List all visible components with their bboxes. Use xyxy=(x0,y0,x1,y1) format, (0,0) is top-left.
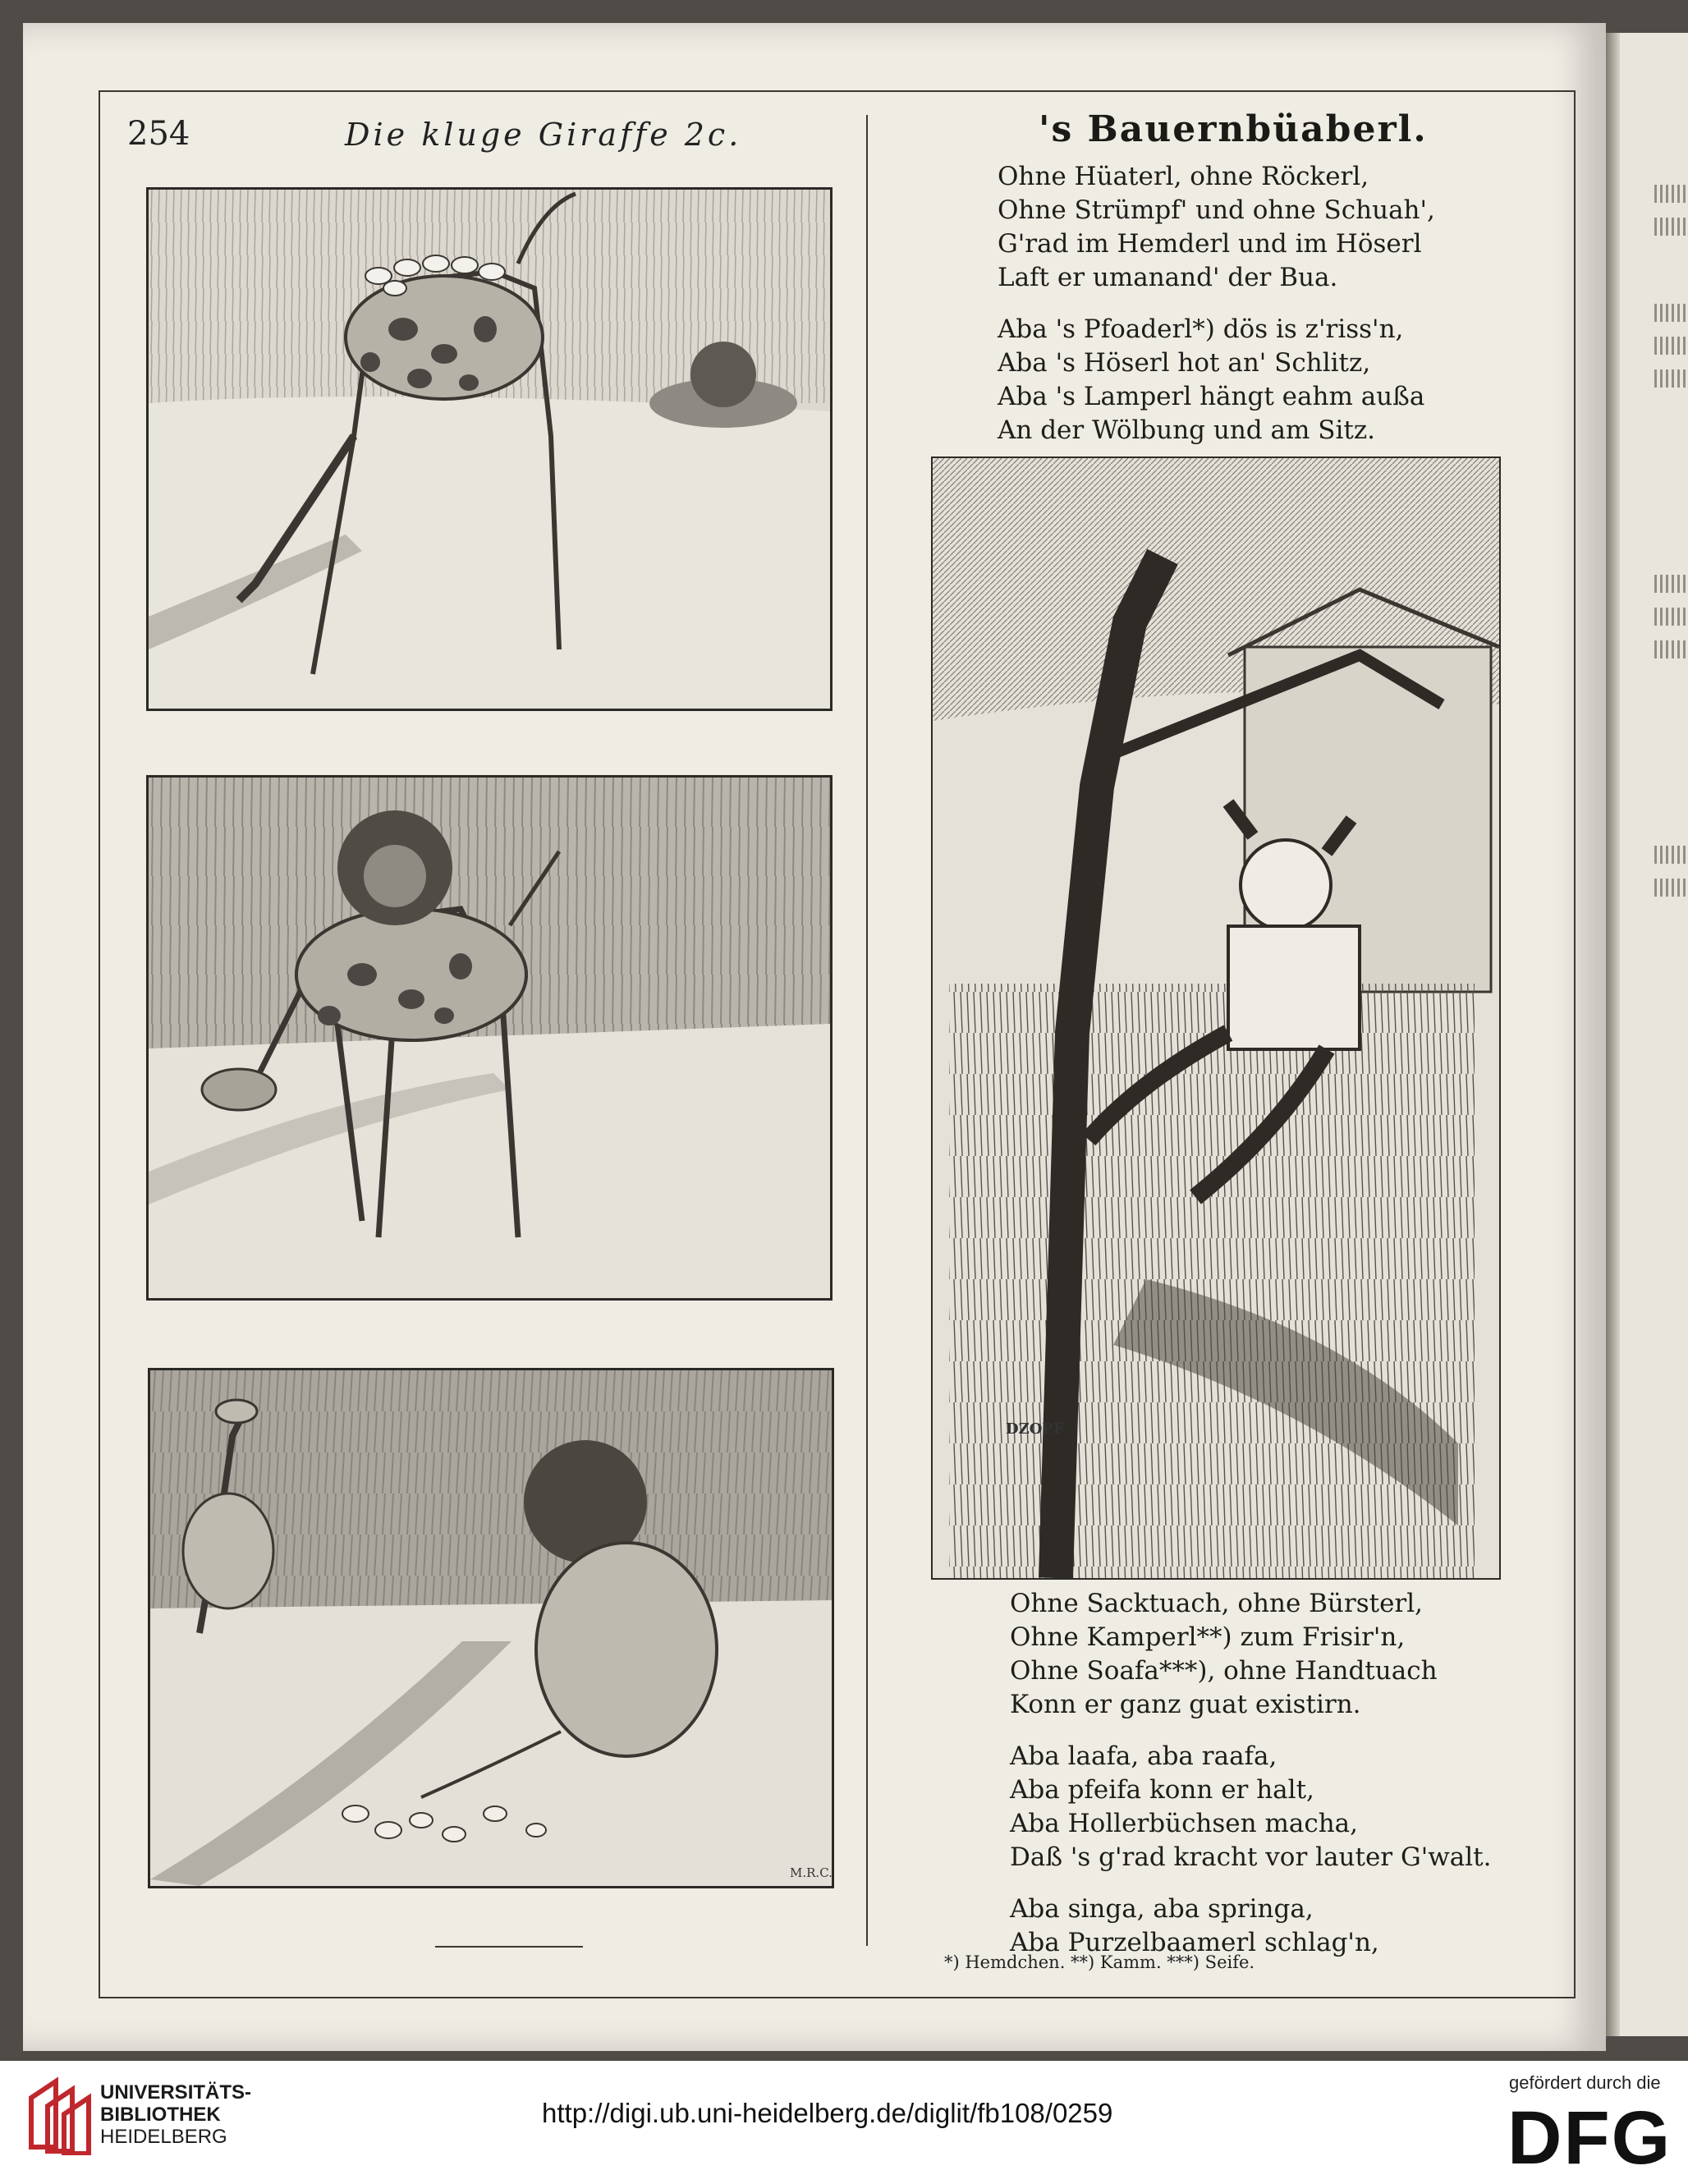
verse-line: Aba Purzelbaamerl schlag'n, xyxy=(1010,1928,1379,1957)
stanza xyxy=(1010,1587,1492,1722)
verse-line: Ohne Kamperl**) zum Frisir'n, xyxy=(1010,1622,1406,1652)
permalink-url[interactable]: http://digi.ub.uni-heidelberg.de/diglit/fb108/0259 xyxy=(542,2098,1113,2128)
illustration-lion-on-giraffe xyxy=(146,775,833,1301)
verse-line: Ohne Sacktuach, ohne Bürsterl, xyxy=(1010,1589,1424,1618)
text-fragment xyxy=(1654,218,1687,236)
verse-line: Aba 's Lamperl hängt eahm außa xyxy=(998,382,1425,411)
text-fragment xyxy=(1654,608,1687,626)
bottom-rule xyxy=(435,1946,583,1948)
logo-mark-shape xyxy=(31,2081,89,2154)
illustration-giraffe-drinking xyxy=(146,187,833,711)
illustration-signature: M.R.C. xyxy=(790,1865,833,1880)
column-rule xyxy=(866,115,868,1946)
book-gutter xyxy=(1605,33,1620,2036)
verse-line: Laft er umanand' der Bua. xyxy=(998,263,1338,292)
verse-line: Ohne Strümpf' und ohne Schuah', xyxy=(998,195,1435,225)
text-fragment xyxy=(1654,879,1687,897)
verse-line: An der Wölbung und am Sitz. xyxy=(998,415,1376,445)
verse-line: Aba 's Höserl hot an' Schlitz, xyxy=(998,348,1371,378)
adjacent-page-edge xyxy=(1605,33,1688,2036)
university-library-name[interactable] xyxy=(100,2081,251,2148)
text-fragment xyxy=(1654,185,1687,203)
illustration-boy-in-tree xyxy=(931,457,1501,1580)
verse-line: G'rad im Hemderl und im Höserl xyxy=(998,229,1422,259)
running-head: Die kluge Giraffe 2c. xyxy=(345,117,742,153)
text-fragment xyxy=(1654,846,1687,864)
text-fragment xyxy=(1654,640,1687,658)
verse-line: Ohne Soafa***), ohne Handtuach xyxy=(1010,1656,1438,1686)
logo-line: UNIVERSITÄTS- xyxy=(100,2081,252,2104)
verse-line: Aba 's Pfoaderl*) dös is z'riss'n, xyxy=(998,314,1404,344)
illustration-signature: DZOPF xyxy=(1006,1420,1064,1438)
verse-line: Aba Hollerbüchsen macha, xyxy=(1010,1809,1359,1838)
footnote: *) Hemdchen. **) Kamm. ***) Seife. xyxy=(944,1952,1255,1972)
text-fragment xyxy=(1654,337,1687,355)
verse-line: Aba laafa, aba raafa, xyxy=(1010,1741,1277,1771)
stanza xyxy=(1010,1893,1492,1960)
text-fragment xyxy=(1654,304,1687,322)
university-library-logo-icon[interactable] xyxy=(23,2073,93,2155)
illustration-lion-spitting xyxy=(148,1368,834,1888)
verse-line: Aba singa, aba springa, xyxy=(1010,1894,1314,1924)
verse-line: Ohne Hüaterl, ohne Röckerl, xyxy=(998,162,1369,191)
stanza xyxy=(998,160,1435,295)
logo-line: HEIDELBERG xyxy=(100,2126,227,2148)
page-number: 254 xyxy=(127,115,190,153)
poem-title: 's Bauernbüaberl. xyxy=(1039,108,1428,150)
verse-line: Aba pfeifa konn er halt, xyxy=(1010,1775,1314,1805)
stanza xyxy=(998,313,1435,447)
logo-line: BIBLIOTHEK xyxy=(100,2104,221,2126)
text-fragment xyxy=(1654,575,1687,593)
poem-stanzas-bottom xyxy=(1010,1587,1492,1978)
stanza xyxy=(1010,1740,1492,1874)
poem-stanzas-top xyxy=(998,160,1435,466)
funded-by-label: gefördert durch die xyxy=(1509,2072,1661,2093)
dfg-logo[interactable]: DFG xyxy=(1507,2096,1672,2180)
verse-line: Konn er ganz guat existirn. xyxy=(1010,1690,1361,1719)
text-fragment xyxy=(1654,369,1687,388)
verse-line: Daß 's g'rad kracht vor lauter G'walt. xyxy=(1010,1842,1492,1872)
